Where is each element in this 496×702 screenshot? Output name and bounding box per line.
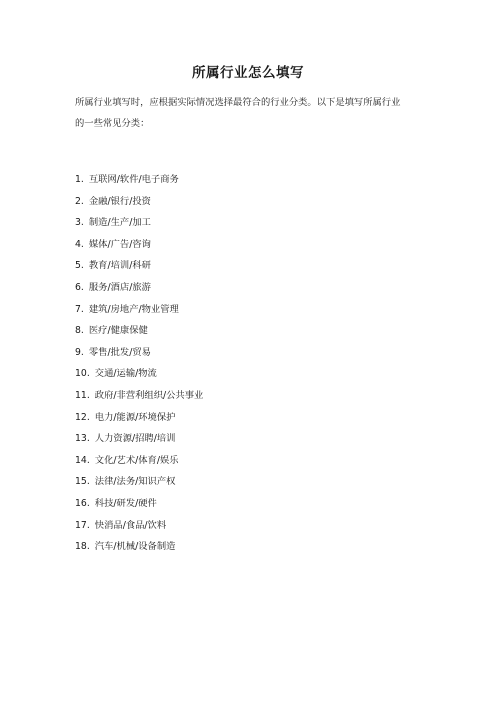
list-item-number: 14.: [75, 454, 90, 466]
list-item-number: 18.: [75, 541, 90, 553]
list-item: [75, 212, 415, 234]
list-item-text: 建筑/房地产/物业管理: [88, 303, 179, 315]
list-item-number: 2.: [75, 195, 84, 207]
list-item: [75, 536, 415, 558]
list-item-text: 交通/运输/物流: [94, 368, 157, 380]
intro-line-1: 所属行业填写时，应根据实际情况选择最符合的行业分类。以下是填写所属行业: [75, 97, 401, 108]
list-item-number: 10.: [75, 368, 90, 380]
list-item: [75, 385, 415, 407]
list-item-number: 3.: [75, 217, 84, 229]
list-item-number: 16.: [75, 497, 90, 509]
list-item-number: 13.: [75, 433, 90, 445]
list-item: [75, 515, 415, 537]
list-item-text: 零售/批发/贸易: [88, 346, 151, 358]
intro-line-2: 的一些常见分类：: [75, 118, 150, 129]
list-item-text: 服务/酒店/旅游: [88, 281, 151, 293]
list-item: [75, 428, 415, 450]
list-item-text: 制造/生产/加工: [88, 217, 151, 229]
list-item: [75, 450, 415, 472]
list-item-text: 医疗/健康保健: [88, 325, 148, 337]
list-item: [75, 234, 415, 256]
list-item-text: 媒体/广告/咨询: [88, 238, 151, 250]
list-item: [75, 255, 415, 277]
list-item-text: 人力资源/招聘/培训: [94, 433, 176, 445]
list-item-text: 教育/培训/科研: [88, 260, 151, 272]
list-item-text: 法律/法务/知识产权: [94, 476, 176, 488]
list-item-text: 文化/艺术/体育/娱乐: [94, 454, 179, 466]
list-item: [75, 320, 415, 342]
list-item-text: 快消品/食品/饮料: [94, 519, 167, 531]
list-item: [75, 169, 415, 191]
list-item: [75, 299, 415, 321]
list-item: [75, 342, 415, 364]
list-item: [75, 493, 415, 515]
list-item-number: 11.: [75, 389, 90, 401]
list-item: [75, 277, 415, 299]
list-item-text: 政府/非营利组织/公共事业: [94, 389, 204, 401]
list-item-number: 8.: [75, 325, 84, 337]
list-item-number: 4.: [75, 238, 84, 250]
list-item-number: 15.: [75, 476, 90, 488]
list-item-text: 汽车/机械/设备制造: [94, 541, 176, 553]
list-item-number: 5.: [75, 260, 84, 272]
list-item-number: 6.: [75, 281, 84, 293]
list-item-number: 17.: [75, 519, 90, 531]
page-title: 所属行业怎么填写: [192, 65, 304, 81]
list-item-number: 1.: [75, 174, 84, 185]
intro-paragraph: [75, 92, 425, 134]
list-item-number: 9.: [75, 346, 84, 358]
list-item-text: 科技/研发/硬件: [94, 497, 157, 509]
list-item-number: 7.: [75, 303, 84, 315]
list-item: [75, 363, 415, 385]
list-item-text: 电力/能源/环境保护: [94, 411, 176, 423]
list-item-text: 互联网/软件/电子商务: [88, 174, 179, 185]
list-item: [75, 191, 415, 213]
list-item-text: 金融/银行/投资: [88, 195, 151, 207]
list-item: [75, 407, 415, 429]
list-item: [75, 471, 415, 493]
industry-list: [75, 169, 415, 558]
list-item-number: 12.: [75, 411, 90, 423]
